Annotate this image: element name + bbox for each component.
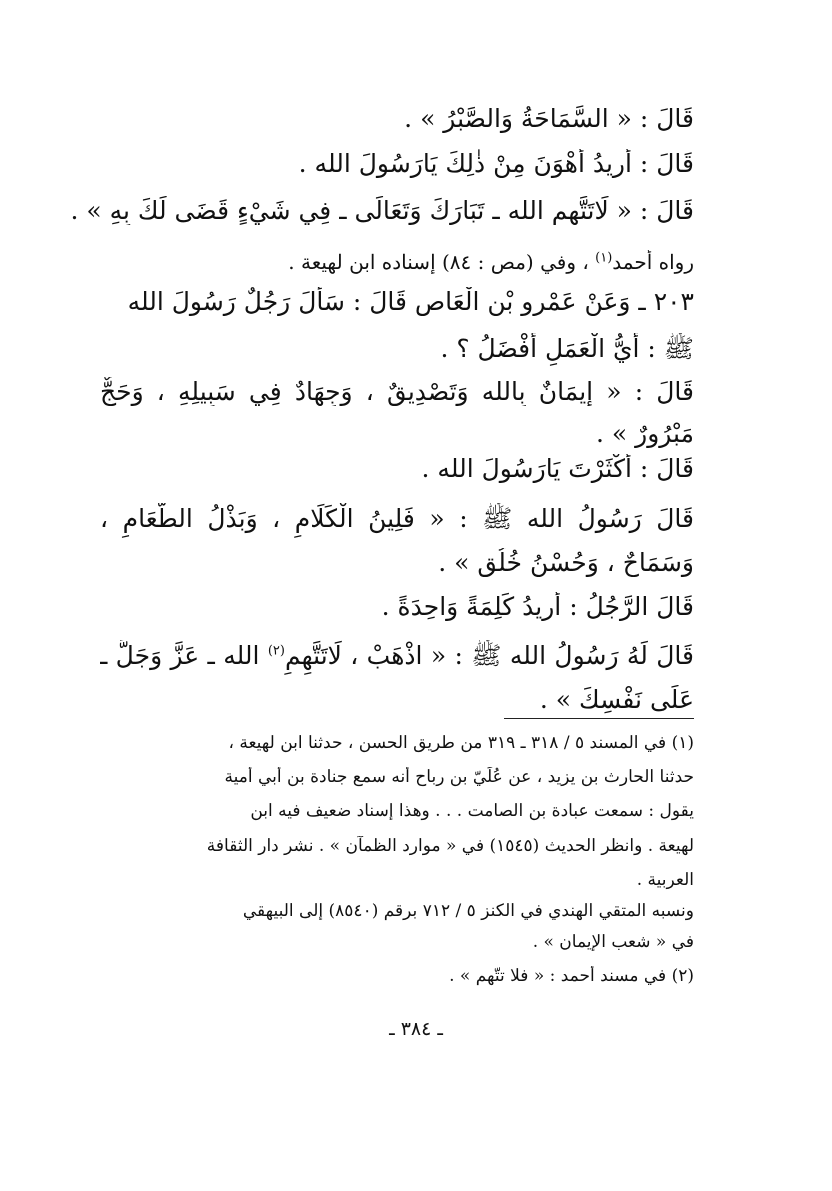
text-line-14: عَلَى نَفْسِكَ » . xyxy=(539,685,694,714)
footnote-ref-1: (١) xyxy=(595,250,613,266)
text-line-1: قَالَ : « السَّمَاحَةُ وَالصَّبْرُ » . xyxy=(404,104,694,133)
text-line-3: قَالَ : « لَاتَتَّهِمِ الله ـ تَبَارَكَ وَتَعَالَى ـ فِي شَيْءٍ قَضَى لَكَ بِهِ » . xyxy=(70,196,694,225)
text-line-13-part1: قَالَ لَهُ رَسُولُ الله ﷺ : « اذْهَبْ ، لَاتَتَّهِمِ xyxy=(284,641,694,670)
hadith-203-line: ٢٠٣ ـ وَعَنْ عَمْرِو بْنِ الْعَاصِ قَالَ : سَأَلَ رَجُلٌ رَسُولَ الله xyxy=(127,287,694,316)
narration-text-cont: ، وفي (مص : ٨٤) إسناده ابن لهيعة . xyxy=(288,250,596,274)
text-line-11: وَسَمَاحٌ ، وَحُسْنُ خُلُقٍ » . xyxy=(438,548,694,577)
footnote-separator xyxy=(504,718,694,719)
text-line-4 xyxy=(288,250,694,274)
footnote-1-line-6: ونسبه المتقي الهندي في الكنز ٥ / ٧١٢ برقم (٨٥٤٠) إلى البيهقي xyxy=(242,901,694,921)
text-line-12: قَالَ الرَّجُلُ : أُرِيدُ كَلِمَةً وَاحِدَةً . xyxy=(381,592,694,621)
text-line-7: قَالَ : « إِيمَانٌ بِالله وَتَصْدِيقٌ ، وَجِهَادٌ فِي سَبِيلِهِ ، وَحَجٌّ xyxy=(100,377,694,406)
text-line-13 xyxy=(100,640,694,677)
footnote-ref-2: (٢) xyxy=(267,643,285,659)
footnote-1-line-7: في « شعب الإيمان » . xyxy=(532,932,694,952)
text-line-2: قَالَ : أُرِيدُ أَهْوَنَ مِنْ ذٰلِكَ يَارَسُولَ الله . xyxy=(298,149,694,178)
text-line-9: قَالَ : أَكْثَرْتَ يَارَسُولَ الله . xyxy=(421,454,694,483)
footnote-1-line-4: لهيعة . وانظر الحديث (١٥٤٥) في « موارد الظمآن » . نشر دار الثقافة xyxy=(206,836,694,856)
footnote-1-line-5: العربية . xyxy=(636,870,694,890)
narration-text: رواه أحمد xyxy=(612,250,694,274)
footnote-2: (٢) في مسند أحمد : « فلا تتّهم » . xyxy=(449,966,694,986)
text-line-13-part2: الله ـ عَزَّ وَجَلَّ ـ xyxy=(100,641,268,670)
footnote-1-line-1: (١) في المسند ٥ / ٣١٨ ـ ٣١٩ من طريق الحسن ، حدثنا ابن لهيعة ، xyxy=(228,733,694,753)
text-line-10: قَالَ رَسُولُ الله ﷺ : « فَلِينُ الْكَلَامِ ، وَبَذْلُ الطَّعَامِ ، xyxy=(100,504,694,533)
text-line-6: ﷺ : أَيُّ الْعَمَلِ أَفْضَلُ ؟ . xyxy=(440,334,694,363)
footnote-1-line-3: يقول : سمعت عبادة بن الصامت . . . وهذا إسناد ضعيف فيه ابن xyxy=(250,801,694,821)
text-line-8: مَبْرُورٌ » . xyxy=(595,419,694,448)
footnote-1-line-2: حدثنا الحارث بن يزيد ، عن عُلَيّ بن رباح أنه سمع جنادة بن أبي أمية xyxy=(224,767,694,787)
page-number: ـ ٣٨٤ ـ xyxy=(389,1018,443,1040)
